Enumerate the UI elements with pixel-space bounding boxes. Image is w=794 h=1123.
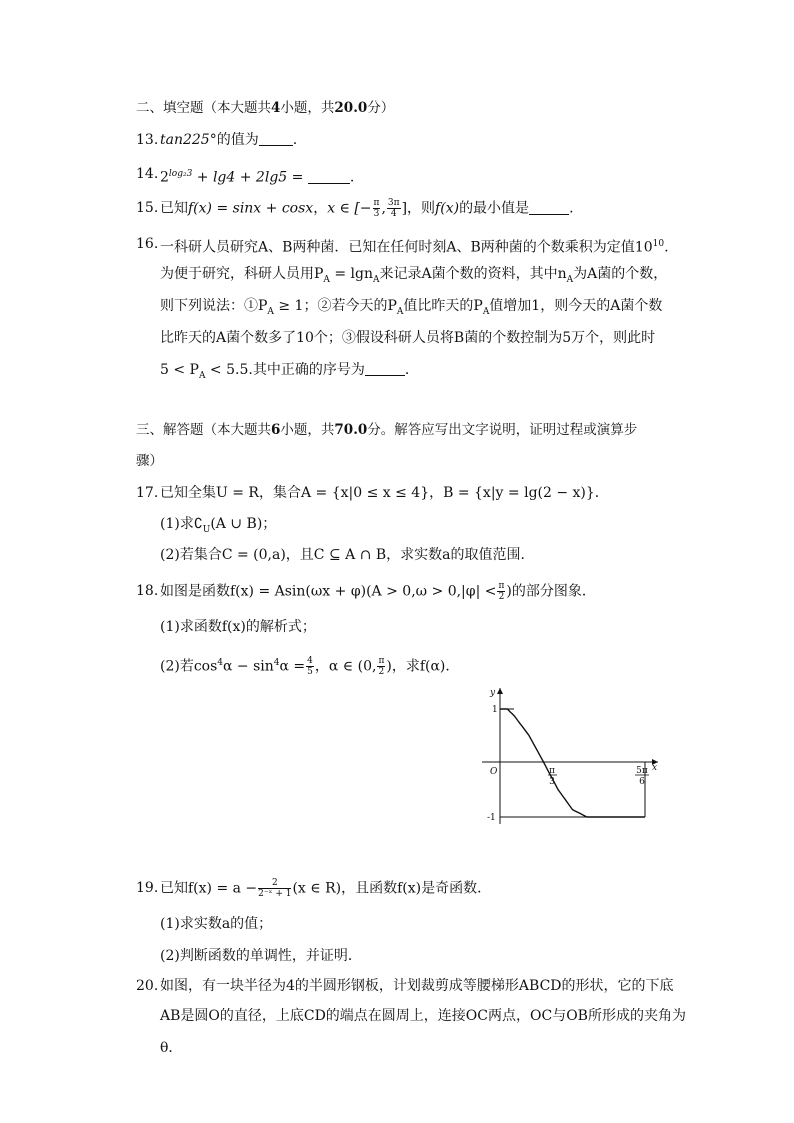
section-2-count: 4 <box>271 100 281 116</box>
question-number: 19. <box>136 880 159 896</box>
section-2-score: 20.0 <box>334 100 368 116</box>
fraction-denominator: 4 <box>390 209 397 219</box>
separator: , <box>381 200 386 217</box>
text-segment: 为便于研究，科研人员用P <box>160 266 324 282</box>
section-2-heading <box>136 98 394 118</box>
math-expression: f(x) = sinx + cosx <box>188 200 314 217</box>
exponent: 4 <box>217 658 224 668</box>
text-segment: (1)求∁ <box>160 516 203 532</box>
fraction-denominator: 2⁻ˣ + 1 <box>258 889 292 899</box>
text-segment: 已知f(x) = a − <box>160 880 258 897</box>
question-16-line-4 <box>160 328 655 348</box>
period: . <box>404 362 410 378</box>
section-3-count: 6 <box>271 422 281 438</box>
answer-blank <box>259 144 293 146</box>
question-text: 的最小值是 <box>459 200 530 217</box>
period: . <box>664 239 669 256</box>
text-segment: = lgn <box>329 266 374 282</box>
tick-pi-3-numerator: π <box>549 766 555 776</box>
text-segment: (A ∪ B)； <box>210 516 277 532</box>
fraction-numerator: π <box>498 581 505 591</box>
subscript: A <box>267 306 274 317</box>
period: . <box>292 132 298 148</box>
section-3-title-end: 骤） <box>136 453 163 469</box>
question-text <box>160 581 596 602</box>
question-19-part-2 <box>160 946 362 966</box>
question-17-part-1 <box>160 514 276 540</box>
answer-blank <box>308 182 350 184</box>
question-16-line-3 <box>160 296 662 322</box>
comma: ， <box>313 200 328 217</box>
question-text <box>160 878 491 899</box>
tick-5pi-6-denominator: 6 <box>639 777 645 787</box>
x-axis-label: x <box>652 763 658 773</box>
text-segment: )，求f(α)． <box>386 658 460 675</box>
origin-label: O <box>490 767 498 777</box>
question-number: 20. <box>136 978 159 994</box>
text-segment: 值比昨天的P <box>403 298 483 314</box>
text-segment: (2)判断函数的单调性，并证明． <box>160 948 362 964</box>
text-segment: (2)若集合C = (0,a)，且C ⊆ A ∩ B，求实数a的取值范围． <box>160 547 535 563</box>
question-text: 已知全集U = R，集合A = {x|0 ≤ x ≤ 4}，B = {x|y = lg(2 − x)}． <box>160 485 609 501</box>
subscript: U <box>202 524 211 535</box>
question-19-part-1 <box>160 914 272 934</box>
text-segment: (x ∈ R)，且函数f(x)是奇函数． <box>292 880 492 897</box>
subscript: A <box>373 274 380 285</box>
question-text: 如图，有一块半径为4的半圆形钢板，计划裁剪成等腰梯形ABCD的形状，它的下底 <box>160 978 674 994</box>
text-segment: 如图是函数f(x) = Asin(ωx + φ)(A > 0,ω > 0,|φ| < <box>160 583 497 600</box>
y-min-label: -1 <box>487 813 496 823</box>
answer-blank <box>365 374 405 376</box>
math-base: 2 <box>160 169 169 186</box>
exponent: 10 <box>652 239 665 249</box>
question-number: 17. <box>136 485 159 501</box>
text-segment: 值增加1，则今天的A菌个数 <box>489 298 663 314</box>
math-expression: x ∈ [− <box>327 200 372 217</box>
question-14-text <box>160 164 354 188</box>
question-number: 14. <box>136 166 159 182</box>
text-segment: (2)若cos <box>160 658 218 675</box>
text-segment: 比昨天的A菌个数多了10个；③假设科研人员将B菌的个数控制为5万个，则此时 <box>160 330 656 346</box>
text-segment: ，α ∈ (0, <box>314 658 377 675</box>
section-3-title-mid: 小题，共 <box>280 422 335 438</box>
text-segment: < 5.5.其中正确的序号为 <box>205 362 365 378</box>
fraction <box>373 198 381 219</box>
question-text: ]，则 <box>401 200 436 217</box>
section-3-score: 70.0 <box>334 422 368 438</box>
text-segment: 一科研人员研究A、B两种菌．已知在任何时刻A、B两种菌的个数乘积为定值10 <box>160 239 653 256</box>
question-text <box>160 234 669 258</box>
text-segment: AB是圆O的直径，上底CD的端点在圆周上，连接OC两点，OC与OB所形成的夹角为 <box>160 1008 686 1024</box>
question-13-text <box>160 130 297 150</box>
fraction <box>306 656 314 677</box>
section-3-heading-cont <box>136 451 163 471</box>
question-20-line-2 <box>160 1006 686 1026</box>
question-17-part-2 <box>160 545 535 565</box>
subscript: A <box>396 306 404 317</box>
question-text: 已知 <box>160 200 188 217</box>
math-exponent: log₂3 <box>168 169 193 179</box>
question-number: 18. <box>136 583 159 599</box>
text-segment: 为A菌的个数， <box>573 266 668 282</box>
text-segment: 5 < P <box>160 362 199 378</box>
text-segment: ≥ 1；②若今天的P <box>273 298 397 314</box>
text-segment: θ． <box>160 1040 183 1056</box>
function-curve <box>500 709 645 817</box>
y-max-label: 1 <box>492 705 498 715</box>
fraction <box>258 878 291 899</box>
question-18-part-2 <box>160 653 459 677</box>
math-expression: f(x) <box>435 200 460 217</box>
section-3-title-prefix: 三、解答题（本大题共 <box>136 422 271 438</box>
text-segment: 则下列说法：①P <box>160 298 268 314</box>
function-graph <box>470 684 670 834</box>
section-3-heading <box>136 420 637 440</box>
answer-blank <box>529 213 569 215</box>
fraction-numerator: π <box>378 656 385 667</box>
fraction-denominator: 3 <box>373 209 380 219</box>
question-20-line-3 <box>160 1038 182 1058</box>
tick-pi-3-denominator: 3 <box>549 777 555 787</box>
fraction-numerator: 3π <box>387 198 400 208</box>
section-2-title-suffix: 分） <box>367 100 395 116</box>
fraction-denominator: 5 <box>307 667 313 678</box>
math-expression: + lg4 + 2lg5 = <box>192 169 304 186</box>
question-15-text <box>160 198 574 219</box>
period: . <box>569 200 574 217</box>
section-2-title-prefix: 二、填空题（本大题共 <box>136 100 271 116</box>
subscript: A <box>323 274 330 285</box>
question-number: 13. <box>136 132 159 148</box>
subscript: A <box>198 370 206 381</box>
question-18-part-1 <box>160 617 316 637</box>
fraction <box>387 198 401 219</box>
section-3-title-suffix: 分。解答应写出文字说明，证明过程或演算步 <box>367 422 638 438</box>
y-axis-arrow <box>497 688 503 694</box>
text-segment: α = <box>279 658 306 675</box>
question-number: 15. <box>136 200 159 216</box>
math-expression: tan225° <box>160 132 217 148</box>
question-16-line-2 <box>160 264 667 290</box>
tick-5pi-6-numerator: 5π <box>636 766 648 776</box>
fraction-denominator: 2 <box>378 667 385 678</box>
subscript: A <box>566 274 574 285</box>
fraction-numerator: 4 <box>307 656 313 667</box>
period: . <box>349 169 355 186</box>
text-segment: 来记录A菌个数的资料，其中n <box>379 266 567 282</box>
text-segment: α − sin <box>223 658 274 675</box>
text-segment: )的部分图象． <box>506 583 596 600</box>
exponent: 4 <box>273 658 280 668</box>
fraction-numerator: 2 <box>258 878 291 889</box>
question-16-line-5 <box>160 360 409 386</box>
fraction <box>497 581 505 602</box>
subscript: A <box>482 306 490 317</box>
section-2-title-mid: 小题，共 <box>280 100 335 116</box>
fraction-numerator: π <box>373 198 380 208</box>
question-number: 16. <box>136 236 159 252</box>
text-segment: (1)求实数a的值； <box>160 916 273 932</box>
fraction <box>377 656 385 677</box>
fraction-denominator: 2 <box>498 592 505 602</box>
question-text: 的值为 <box>216 132 259 148</box>
text-segment: (1)求函数f(x)的解析式； <box>160 619 316 635</box>
y-axis-label: y <box>490 688 496 698</box>
